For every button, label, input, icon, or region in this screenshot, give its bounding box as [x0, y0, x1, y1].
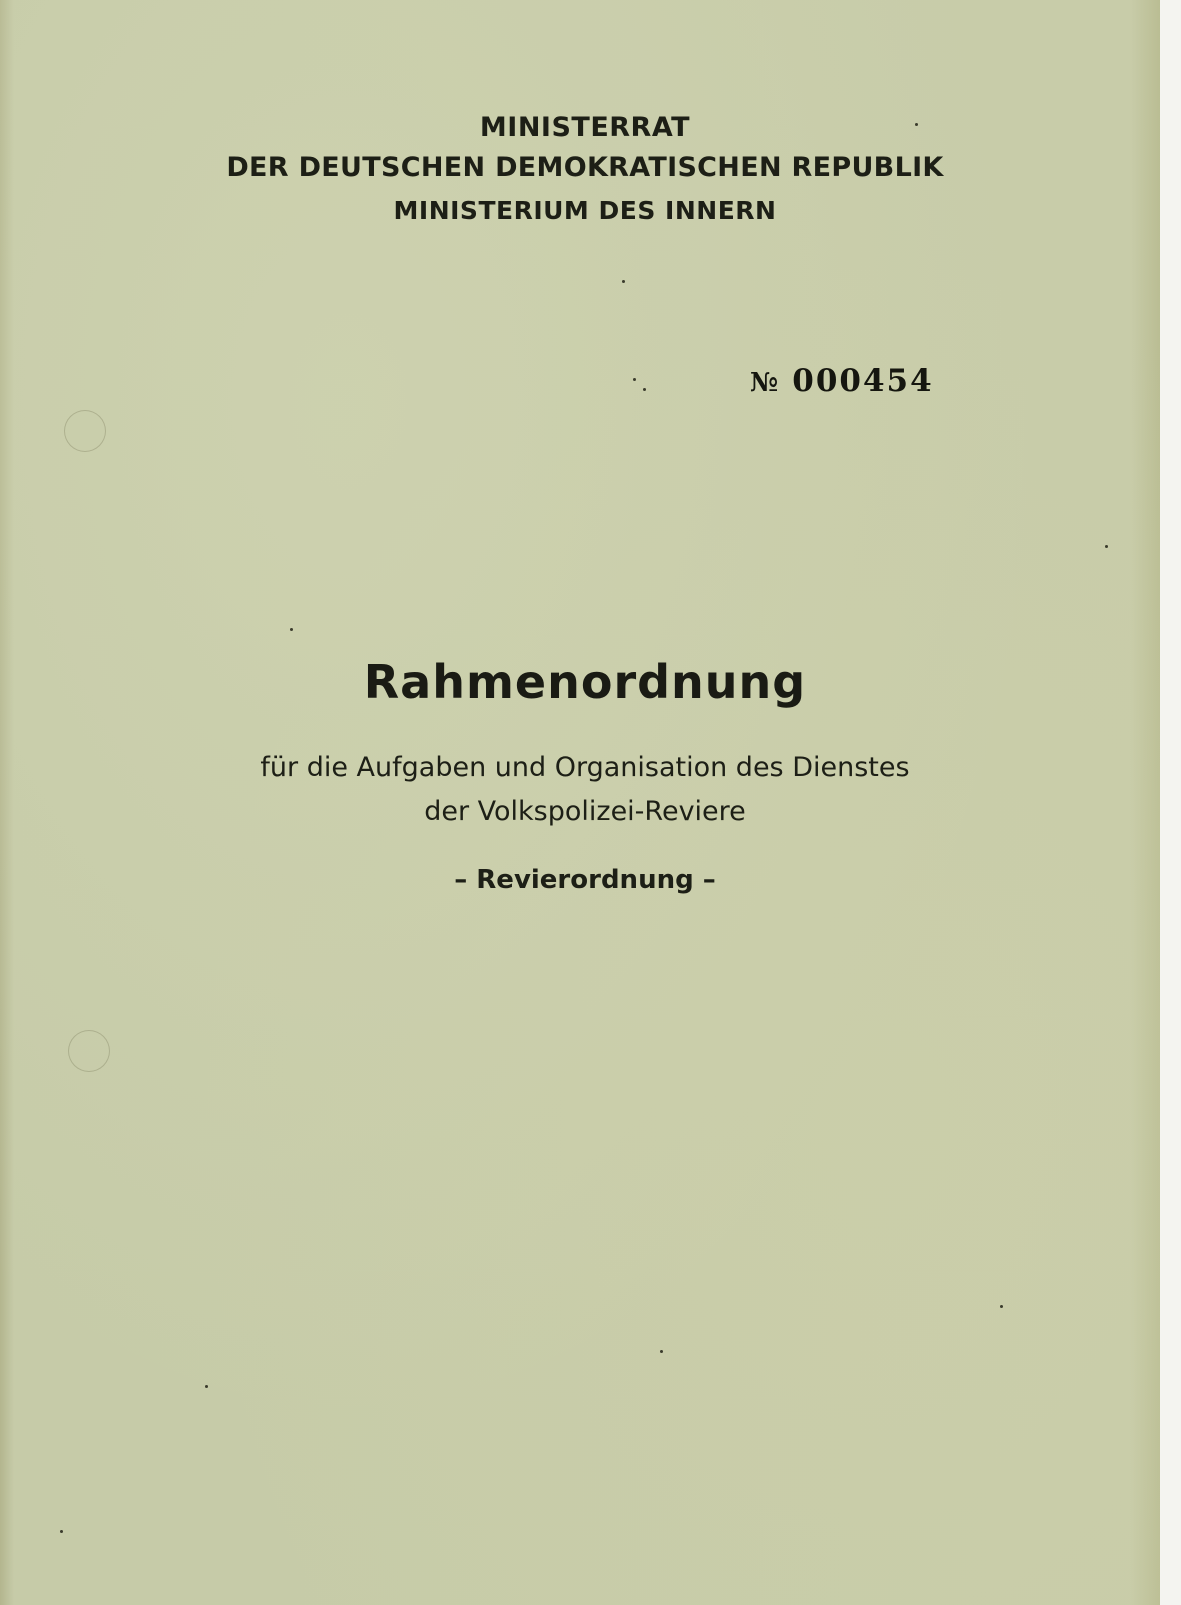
paper-speck	[290, 628, 293, 631]
paper-speck	[622, 280, 625, 283]
paper-speck	[205, 1385, 208, 1388]
short-title: – Revierordnung –	[454, 865, 716, 895]
document-title: Rahmenordnung	[363, 655, 807, 709]
header-line-ministerrat: MINISTERRAT	[479, 112, 691, 143]
paper-speck	[660, 1350, 663, 1353]
header-line-ministerium: MINISTERIUM DES INNERN	[393, 196, 777, 225]
scan-margin	[1160, 0, 1181, 1605]
paper-speck	[633, 378, 636, 381]
punch-hole-mark	[64, 410, 106, 452]
paper-speck	[1000, 1305, 1003, 1308]
paper-speck	[643, 388, 646, 391]
subtitle-line-2: der Volkspolizei-Reviere	[424, 796, 746, 827]
serial-value: 000454	[792, 363, 934, 399]
paper-speck	[60, 1530, 63, 1533]
subtitle-line-1: für die Aufgaben und Organisation des Dienstes	[260, 752, 910, 783]
serial-prefix: №	[750, 368, 779, 398]
punch-hole-mark	[68, 1030, 110, 1072]
paper-speck	[1105, 545, 1108, 548]
header-line-republic: DER DEUTSCHEN DEMOKRATISCHEN REPUBLIK	[226, 152, 944, 183]
serial-number	[750, 363, 934, 399]
